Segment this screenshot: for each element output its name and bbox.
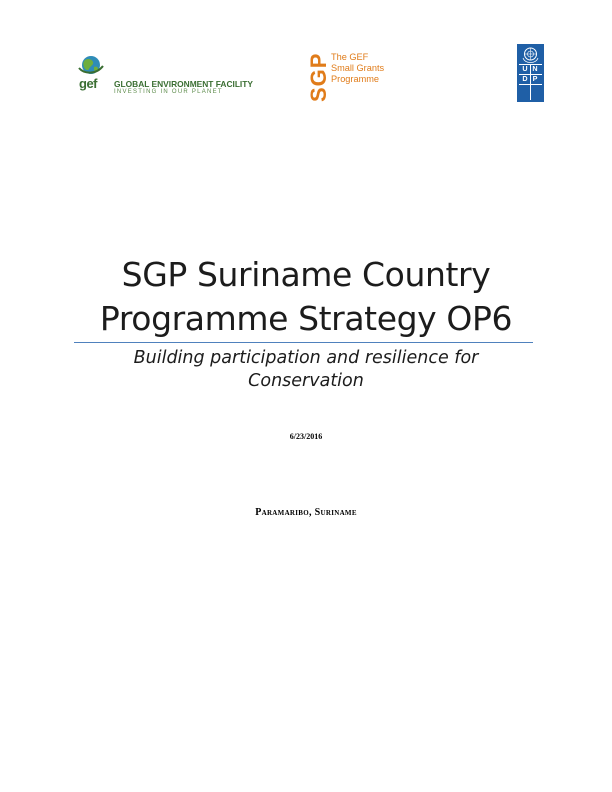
un-emblem-icon xyxy=(521,46,540,63)
document-subtitle xyxy=(40,347,572,393)
gef-tagline: INVESTING IN OUR PLANET xyxy=(114,89,223,95)
title-line-2: Programme Strategy OP6 xyxy=(99,299,513,338)
undp-letter-n: N xyxy=(532,64,538,73)
sgp-mark xyxy=(306,52,331,104)
gef-logo xyxy=(76,52,266,96)
sgp-line-1: The GEF xyxy=(331,52,369,62)
document-date: 6/23/2016 xyxy=(289,432,323,441)
globe-icon xyxy=(78,54,104,78)
undp-letter-p: P xyxy=(532,74,538,83)
gef-wordmark: gef xyxy=(79,76,97,91)
undp-letter-u: U xyxy=(522,64,528,73)
title-rule xyxy=(74,342,533,343)
document-title xyxy=(40,253,572,341)
gef-name: GLOBAL ENVIRONMENT FACILITY xyxy=(114,79,253,89)
subtitle-line-2: Conservation xyxy=(248,371,364,391)
undp-vertical-divider xyxy=(530,65,531,100)
sgp-mark-text: SGP xyxy=(306,52,331,102)
sgp-line-3: Programme xyxy=(331,74,379,84)
sgp-wordmark xyxy=(331,52,384,85)
undp-logo xyxy=(517,44,544,102)
undp-letter-d: D xyxy=(522,74,528,83)
sgp-logo xyxy=(306,50,389,106)
title-line-1: SGP Suriname Country xyxy=(121,255,491,294)
sgp-line-2: Small Grants xyxy=(331,63,385,73)
document-location: Paramaribo, Suriname xyxy=(255,507,357,518)
subtitle-line-1: Building participation and resilience for xyxy=(133,348,479,368)
